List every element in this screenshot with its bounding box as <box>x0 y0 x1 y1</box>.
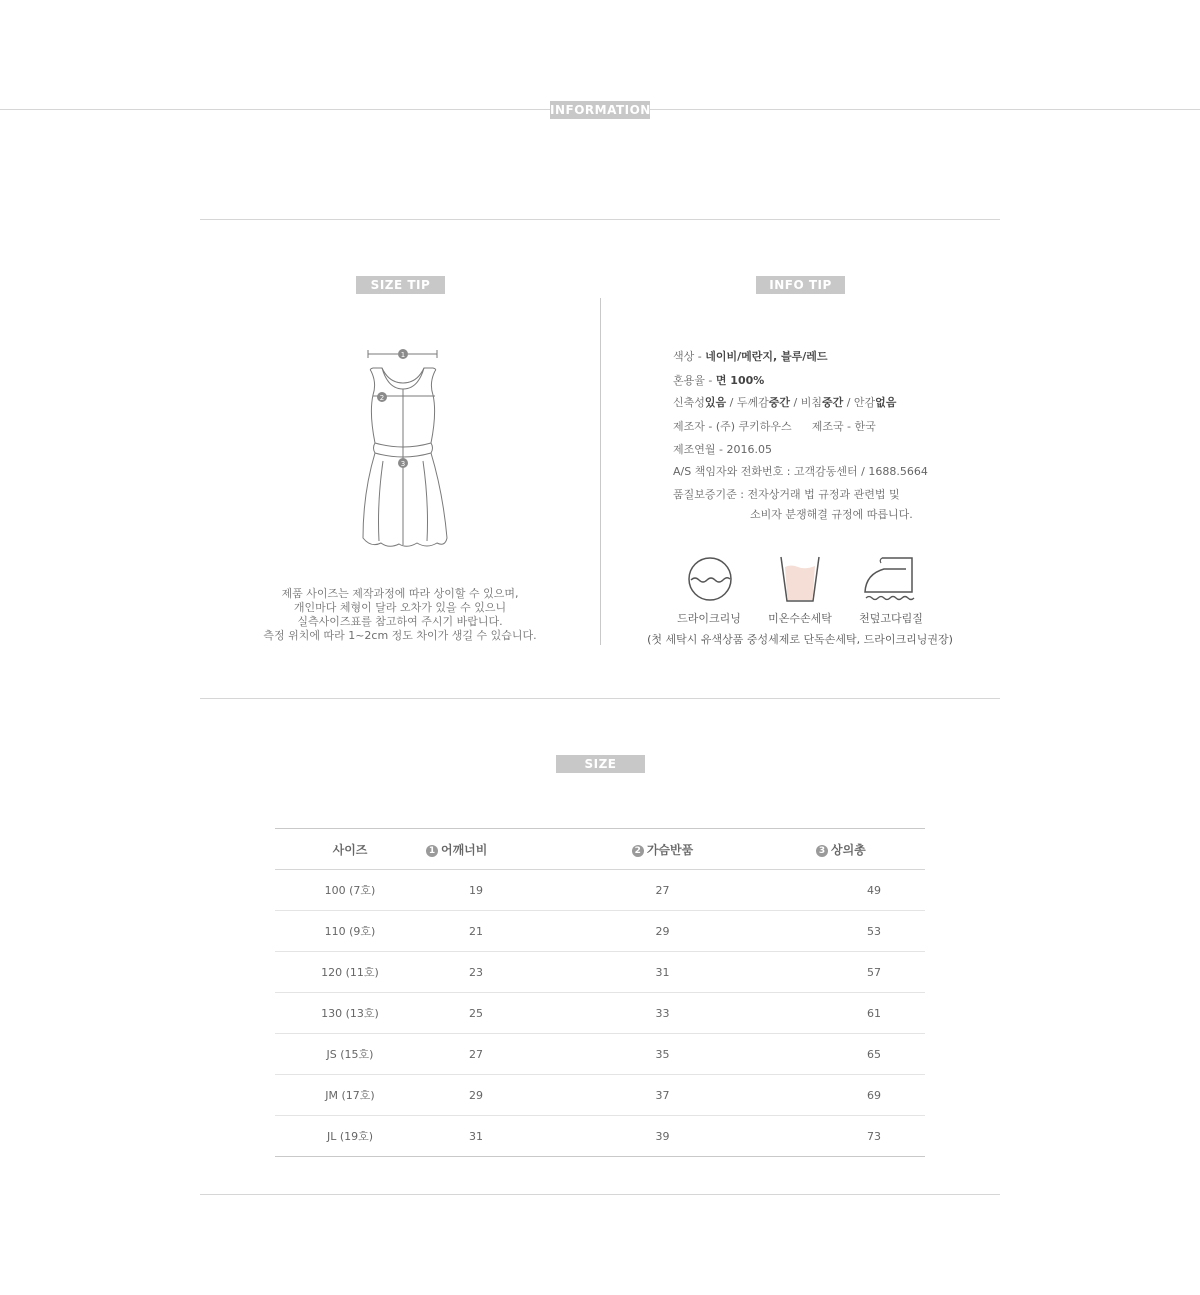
header-size: 사이즈 <box>275 829 425 870</box>
table-row <box>275 870 925 911</box>
table-cell: 120 (11호) <box>275 952 425 993</box>
thickness-label: / 두께감 <box>726 396 769 409</box>
table-cell: 57 <box>800 952 925 993</box>
sheer-value: 중간 <box>821 396 844 409</box>
table-row <box>275 911 925 952</box>
table-cell: 21 <box>425 911 525 952</box>
table-row <box>275 993 925 1034</box>
section-divider-2 <box>200 698 1000 699</box>
table-cell: JS (15호) <box>275 1034 425 1075</box>
date-line: 제조연월 - 2016.05 <box>673 443 772 456</box>
table-cell: 29 <box>525 911 800 952</box>
table-cell: 37 <box>525 1075 800 1116</box>
size-tip-note-line: 제품 사이즈는 제작과정에 따라 상이할 수 있으며, <box>281 587 519 600</box>
table-cell: 35 <box>525 1034 800 1075</box>
table-cell: 61 <box>800 993 925 1034</box>
size-table-header <box>275 829 925 870</box>
marker-3-icon: 3 <box>816 845 828 857</box>
hand-wash-icon <box>778 554 822 604</box>
section-divider-1 <box>200 219 1000 220</box>
information-badge: INFORMATION <box>550 103 651 117</box>
color-label: 색상 - <box>673 350 706 363</box>
header-shoulder: 1 어깨너비 <box>425 829 525 870</box>
table-cell: 31 <box>425 1116 525 1157</box>
table-cell: 33 <box>525 993 800 1034</box>
table-cell: JL (19호) <box>275 1116 425 1157</box>
table-row <box>275 1116 925 1157</box>
care-label-iron: 천덮고다림질 <box>859 612 923 625</box>
info-tip-badge: INFO TIP <box>756 276 845 294</box>
table-cell: 19 <box>425 870 525 911</box>
care-label-hand-wash: 미온수손세탁 <box>768 612 832 625</box>
country-text: 제조국 - 한국 <box>811 420 876 433</box>
table-row <box>275 952 925 993</box>
size-badge: SIZE <box>556 755 645 773</box>
stretch-value: 있음 <box>704 396 727 409</box>
table-cell: 65 <box>800 1034 925 1075</box>
table-cell: 73 <box>800 1116 925 1157</box>
size-tip-note <box>230 587 570 643</box>
table-cell: 29 <box>425 1075 525 1116</box>
color-value: 네이비/메란지, 블루/레드 <box>705 350 828 363</box>
marker-2: 2 <box>379 394 385 402</box>
sheer-label: / 비침 <box>790 396 822 409</box>
header-length: 3 상의총 <box>800 829 925 870</box>
marker-3: 3 <box>400 460 406 468</box>
fabric-line <box>673 394 896 410</box>
quality-line-2: 소비자 분쟁해결 규정에 따릅니다. <box>750 508 913 521</box>
table-cell: 31 <box>525 952 800 993</box>
table-cell: 27 <box>525 870 800 911</box>
dress-diagram <box>355 343 455 553</box>
table-cell: 23 <box>425 952 525 993</box>
lining-value: 없음 <box>875 396 897 409</box>
iron-icon <box>862 554 918 606</box>
table-cell: 39 <box>525 1116 800 1157</box>
table-row <box>275 1034 925 1075</box>
maker-line <box>673 418 876 434</box>
column-separator <box>600 298 601 645</box>
marker-2-icon: 2 <box>632 845 644 857</box>
thickness-value: 중간 <box>768 396 790 409</box>
size-tip-note-line: 개인마다 체형이 달라 오차가 있을 수 있으니 <box>293 601 507 614</box>
table-cell: 69 <box>800 1075 925 1116</box>
lining-label: / 안감 <box>843 396 876 409</box>
marker-1-icon: 1 <box>426 845 438 857</box>
table-cell: 27 <box>425 1034 525 1075</box>
table-row <box>275 1075 925 1116</box>
table-cell: 49 <box>800 870 925 911</box>
size-table <box>275 828 925 1157</box>
marker-1: 1 <box>400 351 406 359</box>
bottom-divider <box>200 1194 1000 1195</box>
table-cell: 130 (13호) <box>275 993 425 1034</box>
color-line <box>673 348 828 364</box>
size-tip-note-line: 측정 위치에 따라 1~2cm 정도 차이가 생길 수 있습니다. <box>263 629 537 642</box>
table-cell: 53 <box>800 911 925 952</box>
stretch-label: 신축성 <box>673 396 705 409</box>
care-note: (첫 세탁시 유색상품 중성세제로 단독손세탁, 드라이크리닝권장) <box>647 633 953 646</box>
maker-text: 제조자 - (주) 쿠키하우스 <box>673 420 792 433</box>
blend-label: 혼용율 - <box>673 374 716 387</box>
table-cell: JM (17호) <box>275 1075 425 1116</box>
size-tip-badge: SIZE TIP <box>356 276 445 294</box>
care-label-dry-clean: 드라이크리닝 <box>677 612 741 625</box>
blend-value: 면 100% <box>715 374 765 387</box>
table-cell: 25 <box>425 993 525 1034</box>
as-line: A/S 책임자와 전화번호 : 고객감동센터 / 1688.5664 <box>673 465 928 478</box>
header-chest: 2 가슴반품 <box>525 829 800 870</box>
blend-line <box>673 372 764 388</box>
table-cell: 110 (9호) <box>275 911 425 952</box>
dry-clean-icon <box>686 556 734 604</box>
quality-line-1: 품질보증기준 : 전자상거래 법 규정과 관련법 및 <box>673 488 900 501</box>
size-tip-note-line: 실측사이즈표를 참고하여 주시기 바랍니다. <box>297 615 503 628</box>
table-cell: 100 (7호) <box>275 870 425 911</box>
